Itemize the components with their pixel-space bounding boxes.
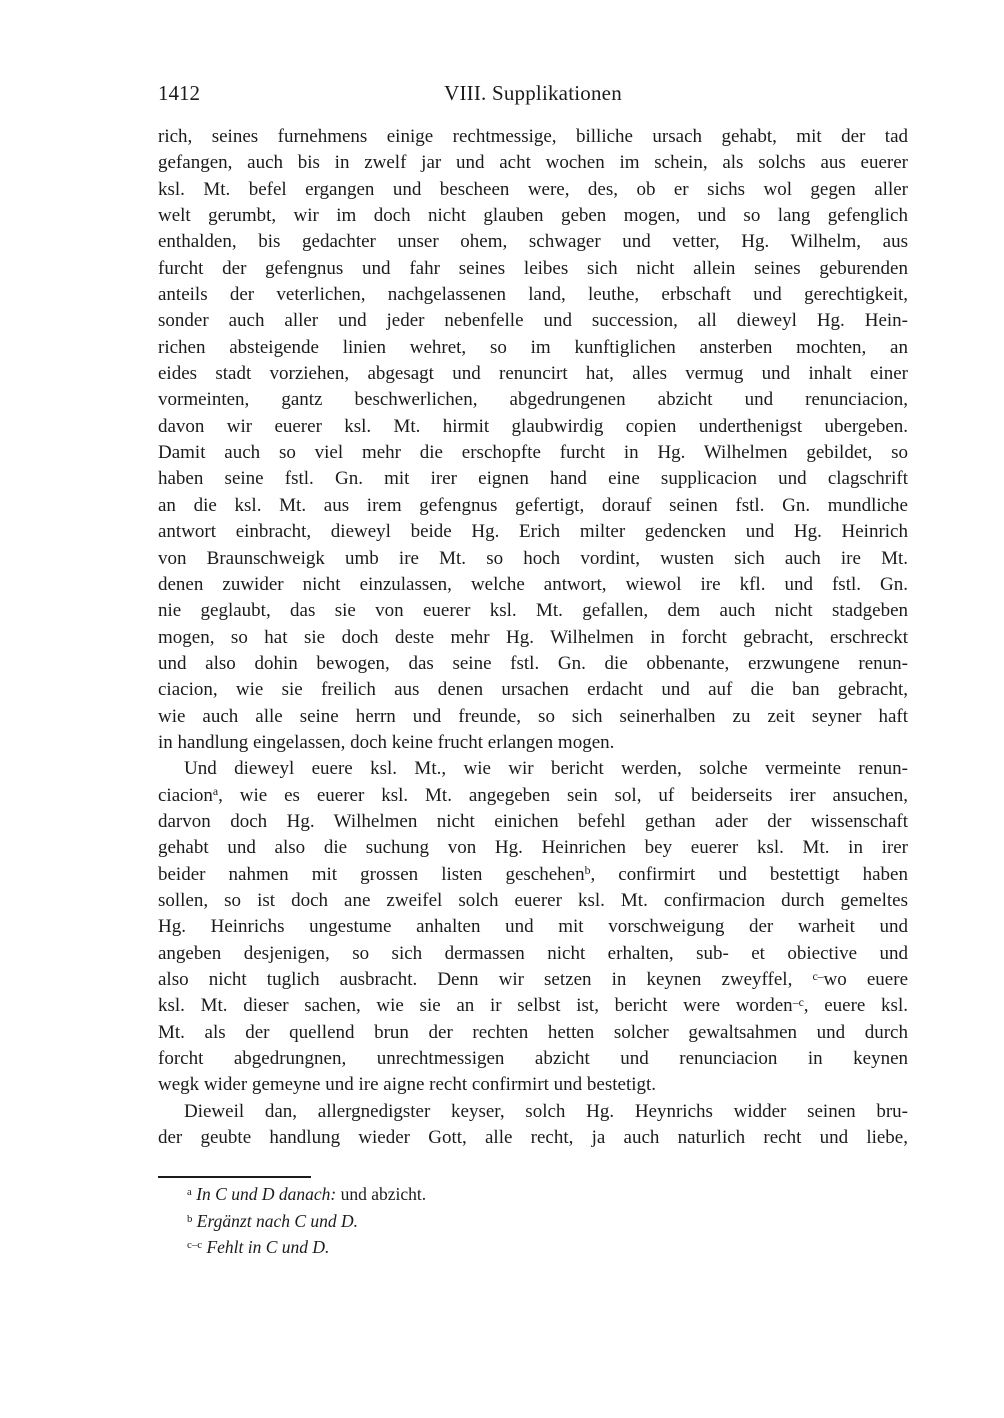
text-segment: vormeinten, gantz beschwerlichen, abgedrungenen abzicht und renunciacion,: [158, 389, 908, 411]
text-segment: gehabt und also die suchung von Hg. Heinrichen bey euerer ksl. Mt. in irer: [158, 837, 908, 859]
text-line: [158, 967, 908, 993]
text-line: [158, 730, 908, 756]
text-line: [158, 440, 908, 466]
text-line: [158, 124, 908, 150]
footnote-separator-rule: [158, 1176, 311, 1178]
footnote-marker: b: [584, 864, 591, 878]
text-segment: Mt. als der quellend brun der rechten hetten solcher gewaltsahmen und durch: [158, 1021, 908, 1043]
text-line: [158, 1072, 908, 1098]
text-segment: wo euere: [823, 969, 908, 990]
text-segment: nie geglaubt, das sie von euerer ksl. Mt. gefallen, dem auch nicht stadgeben: [158, 600, 908, 622]
text-segment: anteils der veterlichen, nachgelassenen land, leuthe, erbschaft und gerechtigkeit,: [158, 284, 908, 306]
text-segment: Damit auch so viel mehr die erschopfte furcht in Hg. Wilhelmen gebildet, so: [158, 442, 908, 464]
footnote-marker: a: [212, 785, 219, 799]
text-segment: und also dohin bewogen, das seine fstl. Gn. die obbenante, erzwungene renun-: [158, 652, 908, 674]
text-line: [158, 993, 908, 1019]
text-line: [158, 361, 908, 387]
text-segment: ciacion, wie sie freilich aus denen ursachen erdacht und auf die ban gebracht,: [158, 679, 908, 701]
text-segment: darvon doch Hg. Wilhelmen nicht einichen befehl gethan ader der wissenschaft: [158, 810, 908, 832]
text-segment: forcht abgedrungnen, unrechtmessigen abzicht und renunciacion in keynen: [158, 1048, 908, 1070]
text-segment: beider nahmen mit grossen listen geschehen: [158, 863, 585, 885]
text-line: [158, 651, 908, 677]
text-segment: , confirmirt und bestettigt haben: [590, 863, 908, 885]
text-segment: welt gerumbt, wir im doch nicht glauben geben mogen, und so lang gefenglich: [158, 205, 908, 227]
text-line: [158, 941, 908, 967]
text-segment: wegk wider gemeyne und ire aigne recht confirmirt und bestetigt.: [158, 1074, 657, 1096]
text-line: [158, 335, 908, 361]
text-segment: Hg. Heinrichs ungestume anhalten und mit vorschweigung der warheit und: [158, 916, 908, 938]
text-segment: In C und D danach:: [191, 1184, 337, 1204]
text-segment: haben seine fstl. Gn. mit irer eignen hand eine supplicacion und clagschrift: [158, 468, 908, 490]
text-segment: sollen, so ist doch ane zweifel solch euerer ksl. Mt. confirmacion durch gemeltes: [158, 889, 908, 911]
text-segment: rich, seines furnehmens einige rechtmessige, billiche ursach gehabt, mit der tad: [158, 126, 908, 147]
text-line: [158, 466, 908, 492]
text-segment: an die ksl. Mt. aus irem gefengnus gefertigt, dorauf seinen fstl. Gn. mundliche: [158, 494, 908, 516]
text-line: [158, 835, 908, 861]
text-line: [158, 229, 908, 255]
text-segment: der geubte handlung wieder Gott, alle recht, ja auch naturlich recht und liebe,: [158, 1127, 908, 1149]
text-line: [158, 862, 908, 888]
text-line: [158, 414, 908, 440]
text-line: [158, 1125, 908, 1151]
text-line: [158, 282, 908, 308]
text-line: [158, 572, 908, 598]
text-segment: in handlung eingelassen, doch keine frucht erlangen mogen.: [158, 731, 615, 753]
text-line: [158, 756, 908, 782]
footnote-marker: –c: [792, 996, 804, 1010]
text-segment: von Braunschweigk umb ire Mt. so hoch vordint, wusten sich auch ire Mt.: [158, 547, 908, 569]
text-line: [158, 387, 908, 413]
footnote: [158, 1234, 908, 1261]
text-line: [158, 519, 908, 545]
text-line: [158, 1099, 908, 1125]
text-segment: wie auch alle seine herrn und freunde, so sich seinerhalben zu zeit seyner haft: [158, 705, 908, 727]
text-line: [158, 625, 908, 651]
footnote: [158, 1208, 908, 1235]
footnote-marker: c–: [812, 969, 824, 983]
text-segment: enthalden, bis gedachter unser ohem, schwager und vetter, Hg. Wilhelm, aus: [158, 231, 908, 253]
text-segment: ksl. Mt. befel ergangen und bescheen were, des, ob er sichs wol gegen aller: [158, 178, 908, 200]
text-line: [158, 493, 908, 519]
text-line: [158, 888, 908, 914]
footnote-marker: c–c: [187, 1239, 203, 1252]
text-segment: Fehlt in C und D.: [202, 1237, 330, 1257]
footnote: [158, 1181, 908, 1208]
page-number: 1412: [158, 81, 200, 105]
text-line: [158, 783, 908, 809]
running-head: VIII. Supplikationen: [444, 81, 622, 105]
body-text: [158, 124, 908, 1151]
text-segment: , euere ksl.: [803, 995, 908, 1017]
text-segment: davon wir euerer ksl. Mt. hirmit glaubwirdig copien underthenigst ubergeben.: [158, 415, 908, 437]
footnote-marker: b: [187, 1212, 193, 1225]
text-segment: richen absteigende linien wehret, so im kunftiglichen ansterben mochten, an: [158, 336, 908, 358]
footnote-marker: a: [187, 1186, 192, 1199]
text-segment: gefangen, auch bis in zwelf jar und acht wochen im schein, als solchs aus euerer: [158, 152, 908, 174]
text-segment: antwort einbracht, dieweyl beide Hg. Erich milter gedencken und Hg. Heinrich: [158, 521, 908, 543]
text-segment: Dieweil dan, allergnedigster keyser, solch Hg. Heynrichs widder seinen bru-: [184, 1100, 908, 1122]
text-segment: Ergänzt nach C und D.: [192, 1210, 359, 1231]
text-segment: ksl. Mt. dieser sachen, wie sie an ir selbst ist, bericht were worden: [158, 995, 793, 1017]
text-segment: Und dieweyl euere ksl. Mt., wie wir bericht werden, solche vermeinte renun-: [184, 758, 908, 780]
text-line: [158, 809, 908, 835]
text-segment: ciacion: [158, 784, 213, 806]
text-segment: denen zuwider nicht einzulassen, welche antwort, wiewol ire kfl. und fstl. Gn.: [158, 573, 908, 595]
text-line: [158, 914, 908, 940]
text-segment: furcht der gefengnus und fahr seines leibes sich nicht allein seines geburenden: [158, 257, 908, 279]
text-line: [158, 203, 908, 229]
text-segment: , wie es euerer ksl. Mt. angegeben sein sol, uf beiderseits irer ansuchen,: [218, 784, 908, 806]
text-line: [158, 308, 908, 334]
page-header: [158, 80, 908, 106]
text-segment: angeben desjenigen, so sich dermassen nicht erhalten, sub- et obiective und: [158, 942, 908, 964]
text-segment: also nicht tuglich ausbracht. Denn wir setzen in keynen zweyffel,: [158, 969, 813, 990]
text-line: [158, 546, 908, 572]
text-segment: eides stadt vorziehen, abgesagt und renuncirt hat, alles vermug und inhalt einer: [158, 363, 908, 385]
text-line: [158, 1020, 908, 1046]
text-segment: und abzicht.: [336, 1184, 427, 1204]
text-line: [158, 256, 908, 282]
text-line: [158, 1046, 908, 1072]
text-segment: sonder auch aller und jeder nebenfelle und succession, all dieweyl Hg. Hein-: [158, 310, 908, 332]
text-line: [158, 177, 908, 203]
text-line: [158, 677, 908, 703]
text-line: [158, 704, 908, 730]
text-line: [158, 598, 908, 624]
text-line: [158, 150, 908, 176]
footnotes-block: [158, 1181, 908, 1261]
text-segment: mogen, so hat sie doch deste mehr Hg. Wilhelmen in forcht gebracht, erschreckt: [158, 626, 908, 648]
